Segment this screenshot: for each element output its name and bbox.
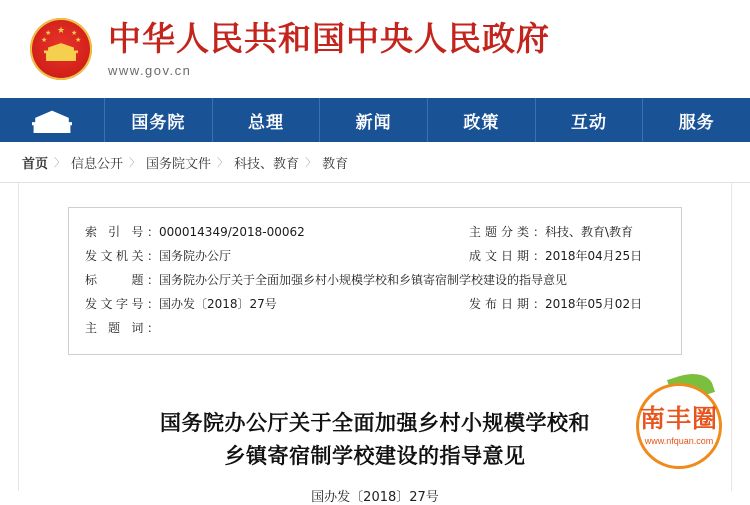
table-row bbox=[85, 220, 665, 244]
breadcrumb-item-home[interactable]: 首页 bbox=[22, 156, 49, 172]
gate-shape-icon bbox=[44, 41, 78, 61]
meta-label-keywords: 主 题 词： bbox=[85, 321, 159, 335]
table-row bbox=[85, 292, 665, 316]
tiananmen-gate-icon bbox=[32, 107, 72, 133]
breadcrumb-separator-icon: 〉 bbox=[217, 156, 229, 169]
breadcrumb-item-documents[interactable]: 国务院文件 bbox=[146, 156, 212, 172]
nav-item-news[interactable]: 新闻 bbox=[320, 98, 428, 142]
right-rule-divider bbox=[731, 183, 732, 491]
meta-label-written-date: 成文日期： bbox=[469, 249, 545, 263]
star-icon: ★ bbox=[57, 24, 66, 35]
star-icon: ★ bbox=[45, 29, 52, 37]
breadcrumb-item-openinfo[interactable]: 信息公开 bbox=[71, 156, 124, 172]
meta-value-issuer: 国务院办公厅 bbox=[159, 249, 232, 263]
meta-label-index: 索 引 号： bbox=[85, 225, 159, 239]
table-row bbox=[85, 268, 665, 292]
table-row bbox=[85, 316, 665, 340]
meta-value-publish-date: 2018年05月02日 bbox=[545, 297, 643, 311]
meta-label-title: 标 题： bbox=[85, 273, 159, 287]
nav-item-services[interactable]: 服务 bbox=[678, 112, 715, 133]
document-number: 国办发〔2018〕27号 bbox=[311, 490, 439, 505]
site-domain: www.gov.cn bbox=[108, 62, 192, 78]
star-icon: ★ bbox=[75, 36, 82, 44]
nav-item-policy[interactable]: 政策 bbox=[428, 98, 536, 142]
meta-value-keywords bbox=[159, 316, 665, 340]
meta-label-docnumber: 发文字号： bbox=[85, 297, 159, 311]
main-navigation[interactable] bbox=[0, 98, 750, 142]
left-rule-divider bbox=[18, 183, 19, 491]
breadcrumb-item-scitech-edu[interactable]: 科技、教育 bbox=[234, 156, 300, 172]
watermark-text-block bbox=[636, 383, 722, 469]
nav-item-state-council[interactable]: 国务院 bbox=[105, 98, 213, 142]
watermark-brand: 南丰圈 bbox=[639, 404, 718, 434]
national-emblem-icon bbox=[30, 18, 92, 80]
breadcrumb-separator-icon: 〉 bbox=[129, 156, 141, 169]
meta-value-category: 科技、教育\教育 bbox=[545, 225, 634, 239]
table-row bbox=[85, 244, 665, 268]
nav-home-button[interactable] bbox=[0, 98, 105, 142]
breadcrumb[interactable] bbox=[0, 142, 750, 182]
breadcrumb-separator-icon: 〉 bbox=[54, 156, 66, 169]
meta-label-category: 主题分类： bbox=[469, 225, 545, 239]
nav-item-premier[interactable]: 总理 bbox=[213, 98, 321, 142]
star-icon: ★ bbox=[71, 29, 78, 37]
site-title-block bbox=[108, 20, 550, 78]
meta-value-index: 000014349/2018-00062 bbox=[159, 225, 305, 239]
emblem-stars bbox=[41, 24, 82, 44]
document-metadata-table bbox=[68, 207, 682, 355]
breadcrumb-separator-icon: 〉 bbox=[305, 156, 317, 169]
meta-label-publish-date: 发布日期： bbox=[469, 297, 545, 311]
meta-label-issuer: 发文机关： bbox=[85, 249, 159, 263]
star-icon: ★ bbox=[41, 36, 48, 44]
watermark-url: www.nfquan.com bbox=[644, 435, 714, 446]
meta-value-title: 国务院办公厅关于全面加强乡村小规模学校和乡镇寄宿制学校建设的指导意见 bbox=[159, 273, 568, 287]
site-header bbox=[0, 0, 750, 98]
page-title-line-1: 国务院办公厅关于全面加强乡村小规模学校和 bbox=[160, 411, 590, 435]
nav-item-interaction[interactable]: 互动 bbox=[536, 98, 644, 142]
page-title-line-2: 乡镇寄宿制学校建设的指导意见 bbox=[224, 443, 526, 468]
breadcrumb-item-education[interactable]: 教育 bbox=[322, 156, 349, 172]
site-title: 中华人民共和国中央人民政府 bbox=[108, 19, 550, 59]
watermark-logo bbox=[612, 381, 722, 485]
meta-value-written-date: 2018年04月25日 bbox=[545, 249, 643, 263]
meta-value-docnumber: 国办发〔2018〕27号 bbox=[159, 297, 277, 311]
